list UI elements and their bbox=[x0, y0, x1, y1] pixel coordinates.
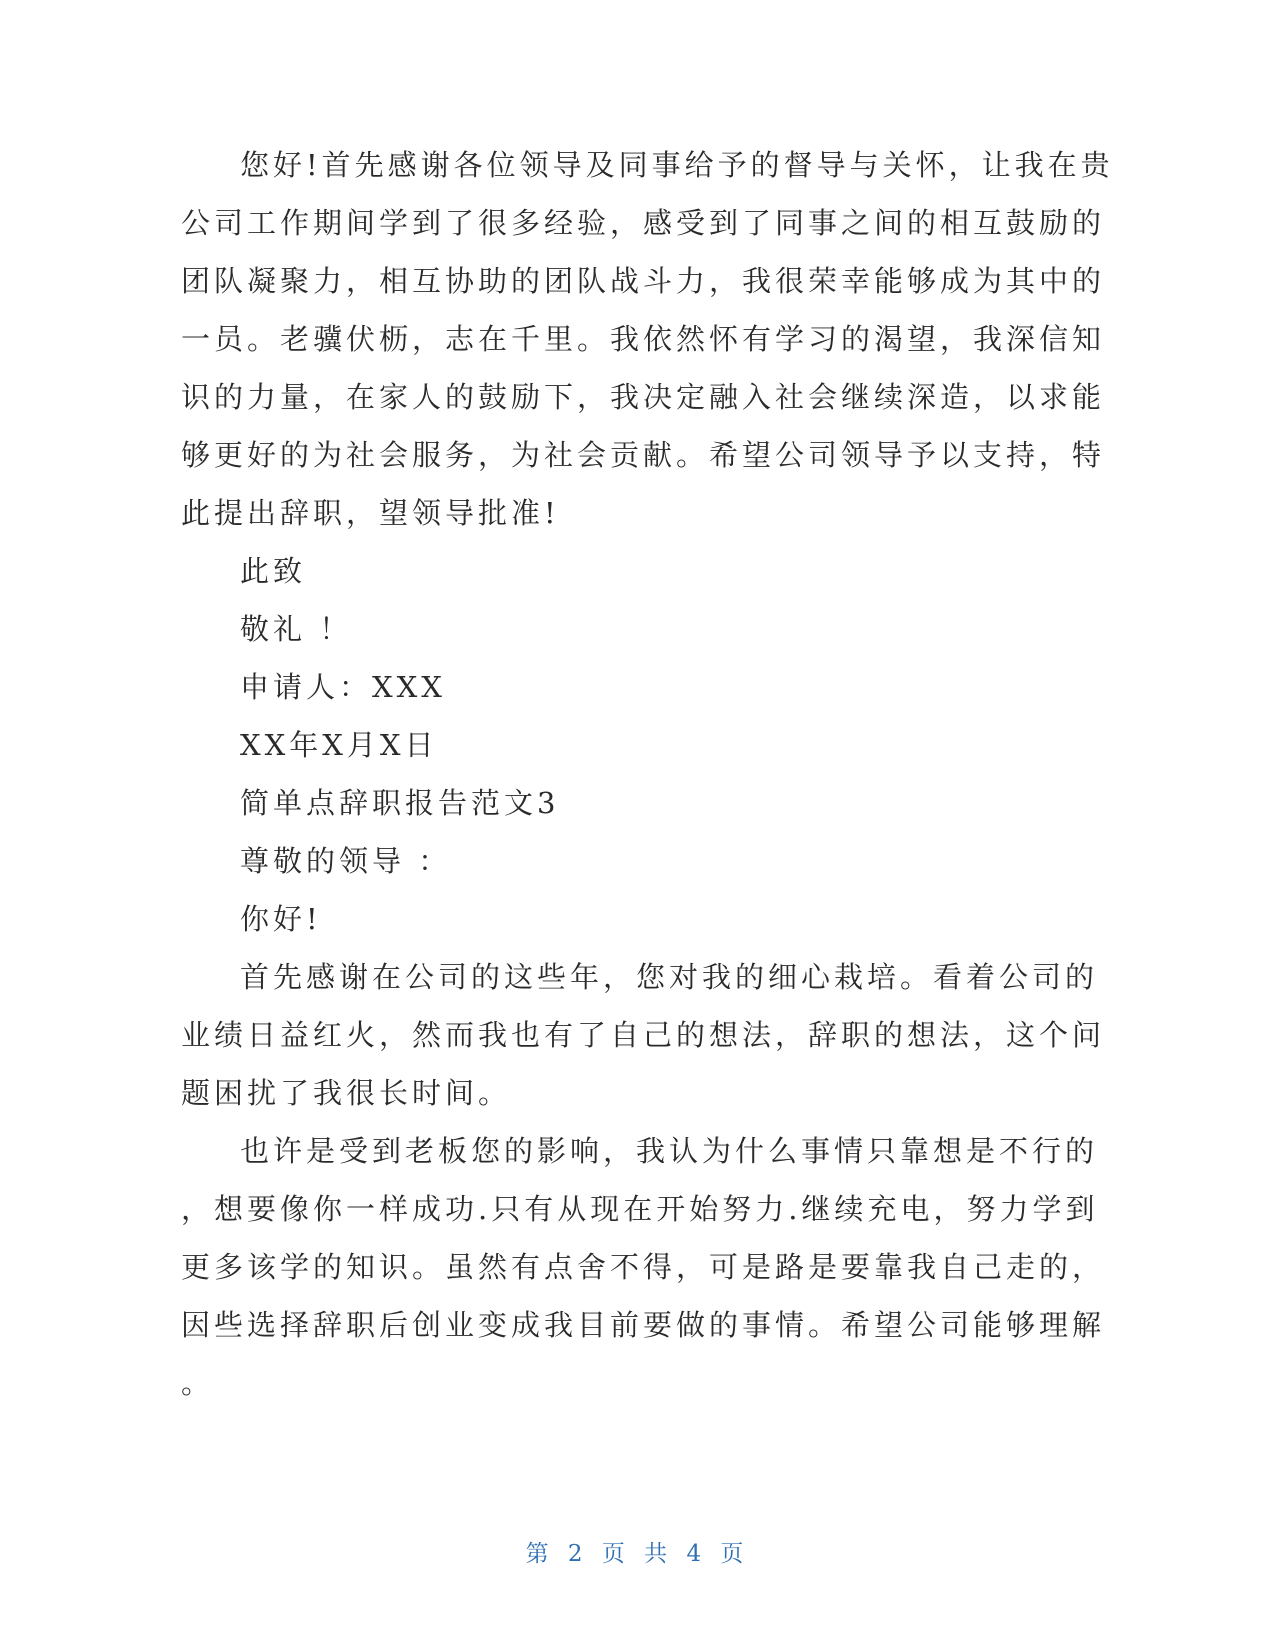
paragraph-line: 题困扰了我很长时间。 bbox=[181, 1076, 512, 1110]
paragraph-line: 公司工作期间学到了很多经验，感受到了同事之间的相互鼓励的 bbox=[181, 206, 1106, 240]
paragraph-line: 。 bbox=[181, 1366, 215, 1400]
greeting-line: 尊敬的领导 ： bbox=[240, 844, 452, 878]
paragraph-line: 团队凝聚力，相互协助的团队战斗力，我很荣幸能够成为其中的 bbox=[181, 264, 1106, 298]
page-number-footer: 第 2 页 共 4 页 bbox=[525, 1541, 750, 1567]
paragraph-line: 识的力量，在家人的鼓励下，我决定融入社会继续深造，以求能 bbox=[181, 380, 1106, 414]
section-heading: 简单点辞职报告范文3 bbox=[240, 786, 560, 820]
paragraph-line: 因些选择辞职后创业变成我目前要做的事情。希望公司能够理解 bbox=[181, 1308, 1106, 1342]
applicant-line: 申请人：XXX bbox=[240, 670, 446, 704]
greeting-line: 你好! bbox=[240, 902, 322, 936]
paragraph-line: ，想要像你一样成功.只有从现在开始努力.继续充电，努力学到 bbox=[181, 1192, 1099, 1226]
paragraph-line: 首先感谢在公司的这些年，您对我的细心栽培。看着公司的 bbox=[240, 960, 1099, 994]
paragraph-line: 也许是受到老板您的影响，我认为什么事情只靠想是不行的 bbox=[240, 1134, 1099, 1168]
paragraph-line: 此提出辞职，望领导批准! bbox=[181, 496, 560, 530]
salutation-line: 敬礼 ！ bbox=[240, 612, 353, 646]
paragraph-line: 业绩日益红火，然而我也有了自己的想法，辞职的想法，这个问 bbox=[181, 1018, 1106, 1052]
date-line: XX年X月X日 bbox=[240, 728, 438, 762]
paragraph-line: 一员。老骥伏枥，志在千里。我依然怀有学习的渴望，我深信知 bbox=[181, 322, 1106, 356]
paragraph-line: 更多该学的知识。虽然有点舍不得，可是路是要靠我自己走的， bbox=[181, 1250, 1106, 1284]
paragraph-line: 您好!首先感谢各位领导及同事给予的督导与关怀，让我在贵 bbox=[240, 148, 1114, 182]
paragraph-line: 够更好的为社会服务，为社会贡献。希望公司领导予以支持，特 bbox=[181, 438, 1106, 472]
closing-line: 此致 bbox=[240, 554, 307, 588]
